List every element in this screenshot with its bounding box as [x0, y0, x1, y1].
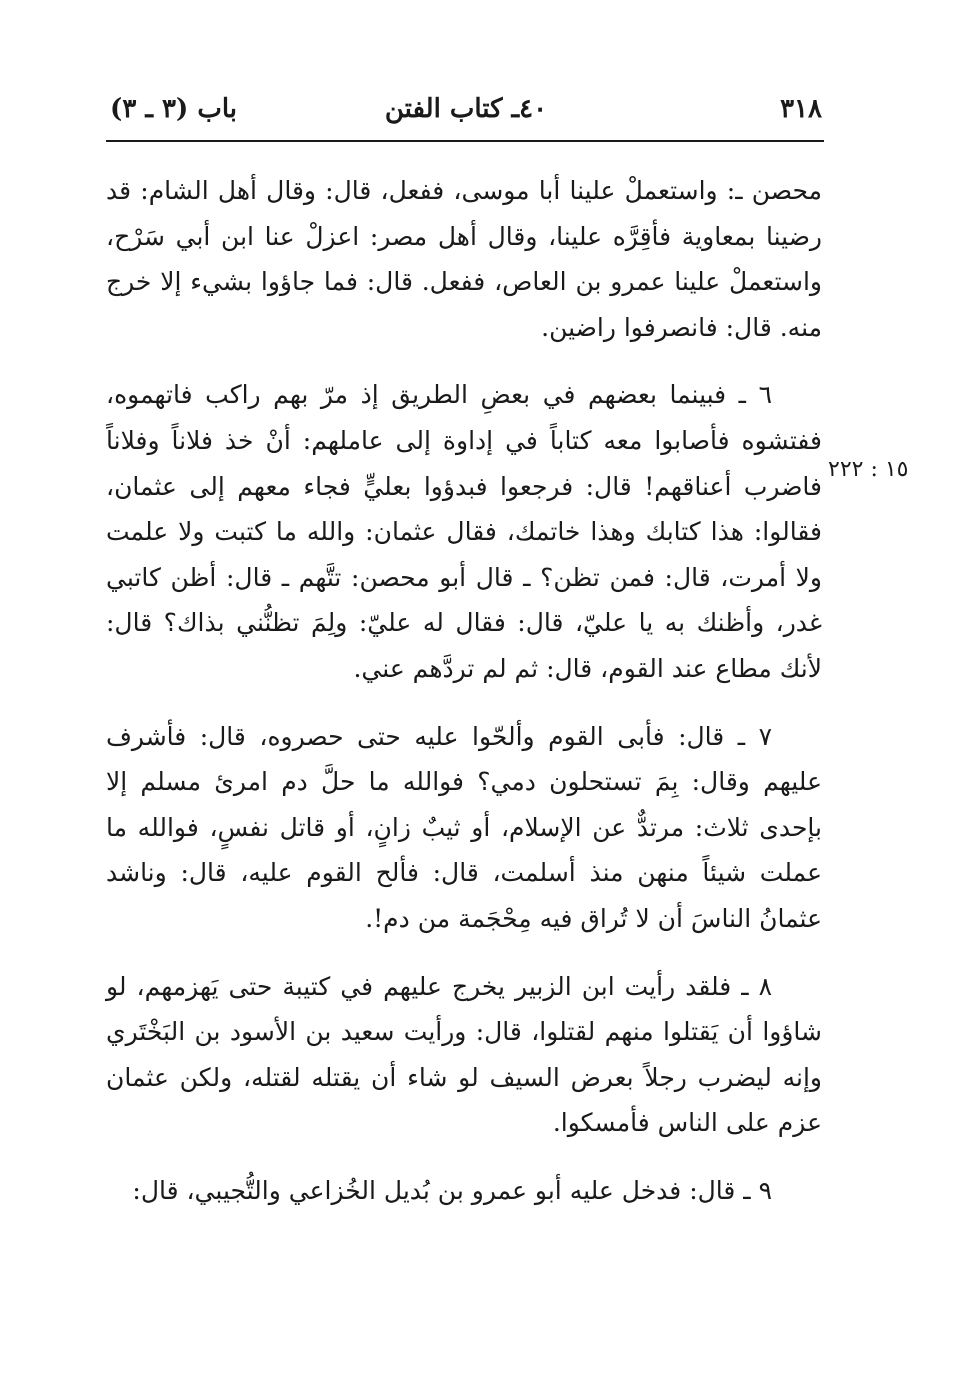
paragraph-continuation: محصن ـ: واستعملْ علينا أبا موسى، ففعل، قال: وقال أهل الشام: قد رضينا بمعاوية فأقِرَّه علينا، وقال أهل مصر: اعزلْ عنا ابن أبي سَرْح، واستعملْ علينا عمرو بن العاص، ففعل. قال: فما جاؤوا بشيء إلا خرج منه. قال: فانصرفوا راضين. — [106, 176, 822, 342]
chapter-label: باب (٣ ـ ٣) — [110, 94, 237, 124]
margin-reference: ١٥ : ٢٢٢ — [828, 457, 909, 482]
page-header — [110, 92, 822, 128]
paragraph-6: ٦ ـ فبينما بعضهم في بعضِ الطريق إذ مرّ بهم راكب فاتهموه، ففتشوه فأصابوا معه كتاباً في إداوة إلى عاملهم: أنْ خذ فلاناً وفلاناً فاضرب أعناقهم! قال: فرجعوا فبدؤوا بعليٍّ فجاء معهم إلى عثمان، فقالوا: هذا كتابك وهذا خاتمك، فقال عثمان: والله ما كتبت ولا علمت ولا أمرت، قال: فمن تظن؟ ـ قال أبو محصن: تتَّهم ـ قال: أظن كاتبي غدر، وأظنك به يا عليّ، قال: فقال له عليّ: ولِمَ تظنُّني بذاك؟ قال: لأنك مطاع عند القوم، قال: ثم لم تردَّهم عني. — [106, 380, 822, 683]
paragraph-8: ٨ ـ فلقد رأيت ابن الزبير يخرج عليهم في كتيبة حتى يَهزمهم، لو شاؤوا أن يَقتلوا منهم لقتلوا، قال: ورأيت سعيد بن الأسود بن البَخْتَري وإنه ليضرب رجلاً بعرض السيف لو شاء أن يقتله لقتله، ولكن عثمان عزم على الناس فأمسكوا. — [106, 971, 822, 1138]
header-divider — [106, 140, 824, 142]
page-number: ٣١٨ — [780, 94, 822, 124]
paragraph-9: ٩ ـ قال: فدخل عليه أبو عمرو بن بُديل الخُزاعي والتُّجيبي، قال: — [132, 1175, 772, 1205]
main-text — [106, 168, 822, 1235]
paragraph-7: ٧ ـ قال: فأبى القوم وألحّوا عليه حتى حصروه، قال: فأشرف عليهم وقال: بِمَ تستحلون دمي؟ فوالله ما حلَّ دم امرئ مسلم إلا بإحدى ثلاث: مرتدٌّ عن الإسلام، أو ثيبٌ زانٍ، أو قاتل نفسٍ، فوالله ما عملت شيئاً منهن منذ أسلمت، قال: فألح القوم عليه، قال: وناشد عثمانُ الناسَ أن لا تُراق فيه مِحْجَمة من دم!. — [106, 721, 822, 933]
book-title: ٤٠ـ كتاب الفتن — [384, 94, 548, 124]
